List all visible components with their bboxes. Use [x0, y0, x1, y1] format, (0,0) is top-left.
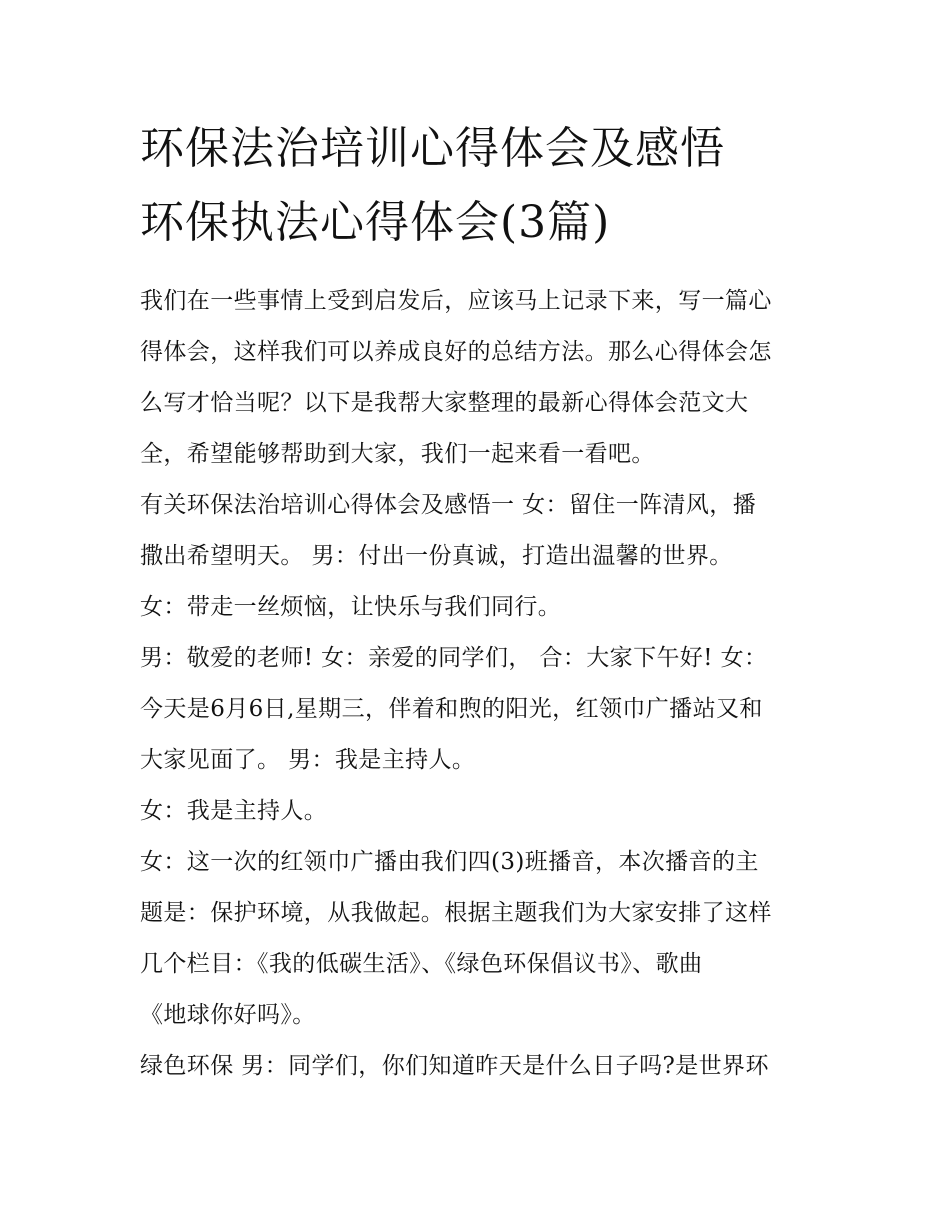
document-title [140, 112, 820, 260]
text-line: 我们在一些事情上受到启发后，应该马上记录下来，写一篇心 [140, 288, 772, 314]
text-line: 男：敬爱的老师! 女：亲爱的同学们， 合：大家下午好! 女： [140, 645, 768, 671]
text-line: 女：带走一丝烦恼，让快乐与我们同行。 [140, 594, 562, 620]
text-line: 有关环保法治培训心得体会及感悟一 女：留住一阵清风，播 [140, 492, 757, 518]
text-line: 全，希望能够帮助到大家，我们一起来看一看吧。 [140, 441, 655, 467]
text-line: 题是：保护环境，从我做起。根据主题我们为大家安排了这样 [140, 900, 772, 926]
body-paragraph [140, 786, 812, 837]
text-line: 绿色环保 男：同学们，你们知道昨天是什么日子吗?是世界环 [140, 1053, 769, 1079]
body-paragraph [140, 1041, 812, 1092]
text-line: 么写才恰当呢？以下是我帮大家整理的最新心得体会范文大 [140, 390, 749, 416]
text-line: 女：这一次的红领巾广播由我们四(3)班播音，本次播音的主 [140, 849, 759, 875]
text-line: 女：我是主持人。 [140, 798, 328, 824]
text-line: 撒出希望明天。 男：付出一份真诚，打造出温馨的世界。 [140, 543, 733, 569]
text-line: 得体会，这样我们可以养成良好的总结方法。那么心得体会怎 [140, 339, 772, 365]
body-paragraph [140, 633, 812, 786]
document-body [140, 276, 812, 1092]
body-paragraph [140, 582, 812, 633]
body-paragraph [140, 837, 812, 1041]
title-line: 环保执法心得体会(3篇) [140, 197, 611, 248]
text-line: 几个栏目：《我的低碳生活》、《绿色环保倡议书》、歌曲 [140, 951, 703, 977]
title-line: 环保法治培训心得体会及感悟 [140, 123, 725, 174]
intro-paragraph [140, 276, 812, 480]
text-line: 《地球你好吗》。 [140, 1002, 316, 1028]
text-line: 今天是6月6日,星期三，伴着和煦的阳光，红领巾广播站又和 [140, 696, 763, 722]
text-line: 大家见面了。 男：我是主持人。 [140, 747, 476, 773]
body-paragraph [140, 480, 812, 582]
